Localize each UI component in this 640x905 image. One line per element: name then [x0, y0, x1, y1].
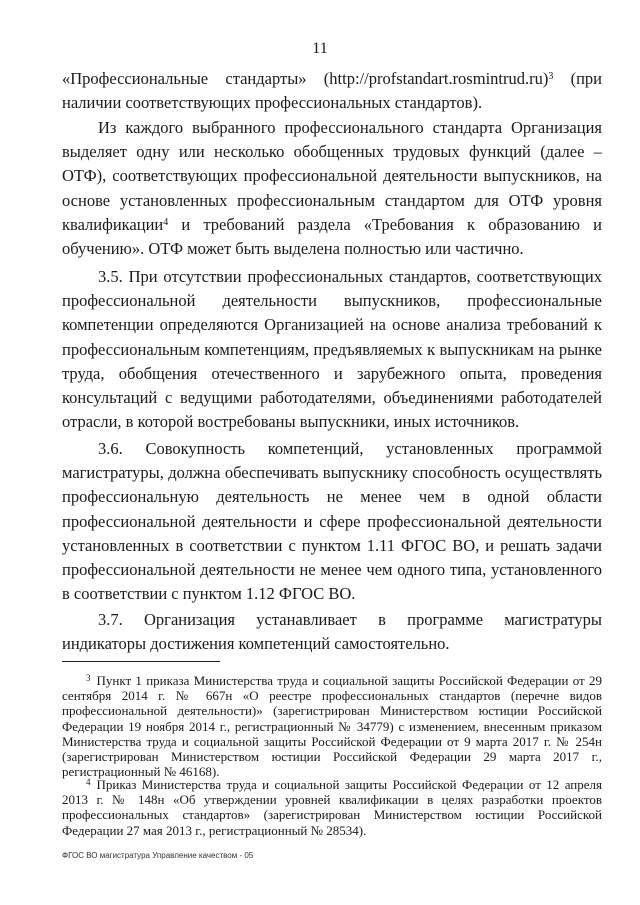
paragraph-1-text: «Профессиональные стандарты» (http://profstandart.rosmintrud.ru) [62, 69, 549, 88]
footnote-ref-3[interactable]: 3 [548, 71, 554, 82]
footnote-3 [62, 673, 602, 779]
footnote-3-mark: 3 [86, 673, 91, 683]
paragraph-2 [62, 116, 602, 261]
footnote-divider [62, 661, 220, 662]
paragraph-3-7: 3.7. Организация устанавливает в программе магистратуры индикаторы достижения компетенций самостоятельно. [62, 610, 602, 654]
footnote-4 [62, 777, 602, 838]
paragraph-2-tail: и требований раздела «Требования к образованию и обучению». ОТФ может быть выделена полностью или частично. [62, 214, 602, 259]
footnote-4-text: Приказ Министерства труда и социальной защиты Российской Федерации от 12 апреля 2013 г. № 148н «Об утверждении уровней квалификации в целях разработки проектов профессиональных стандартов» (зарегистрирован Министерством юстиции Российской Федерации 27 мая 2013 г., регистрационный № 28534). [62, 777, 602, 838]
paragraph-1 [62, 67, 602, 115]
footnote-4-mark: 4 [86, 777, 91, 787]
paragraph-3-6: 3.6. Совокупность компетенций, установленных программой магистратуры, должна обеспечивать выпускнику способность осуществлять профессиональную деятельность не менее чем в одной области профессиональной деятельности и сфере профессиональной деятельности установленных в соответствии с пунктом 1.11 ФГОС ВО, и решать задачи профессиональной деятельности не менее чем одного типа, установленного в соответствии с пунктом 1.12 ФГОС ВО. [62, 439, 602, 604]
page-number: 11 [312, 40, 328, 57]
paragraph-2-text: Из каждого выбранного профессионального стандарта Организация выделяет одну или несколько обобщенных трудовых функций (далее – ОТФ), соответствующих профессиональной деятельности выпускников, на основе установленных профессиональным стандартом для ОТФ уровня квалификации [62, 118, 602, 234]
paragraph-1-tail: (при наличии соответствующих профессиональных стандартов). [62, 69, 602, 113]
document-footer: ФГОС ВО магистратура Управление качеством - 05 [62, 851, 254, 860]
footnote-ref-4[interactable]: 4 [163, 216, 169, 228]
paragraph-3-5: 3.5. При отсутствии профессиональных стандартов, соответствующих профессиональной деятельности выпускников, профессиональные компетенции определяются Организацией на основе анализа требований к профессиональным компетенциям, предъявляемых к выпускникам на рынке труда, обобщения отечественного и зарубежного опыта, проведения консультаций с ведущими работодателями, объединениями работодателей отрасли, в которой востребованы выпускники, иных источников. [62, 267, 602, 432]
footnote-3-text: Пункт 1 приказа Министерства труда и социальной защиты Российской Федерации от 29 сентября 2014 г. № 667н «О реестре профессиональных стандартов (перечне видов профессиональной деятельности)» (зарегистрирован Министерством юстиции Российской Федерации 19 ноября 2014 г., регистрационный № 34779) с изменением, внесенным приказом Министерства труда и социальной защиты Российской Федерации от 9 марта 2017 г. № 254н (зарегистрирован Министерством юстиции Российской Федерации 29 марта 2017 г., регистрационный № 46168). [62, 673, 602, 780]
